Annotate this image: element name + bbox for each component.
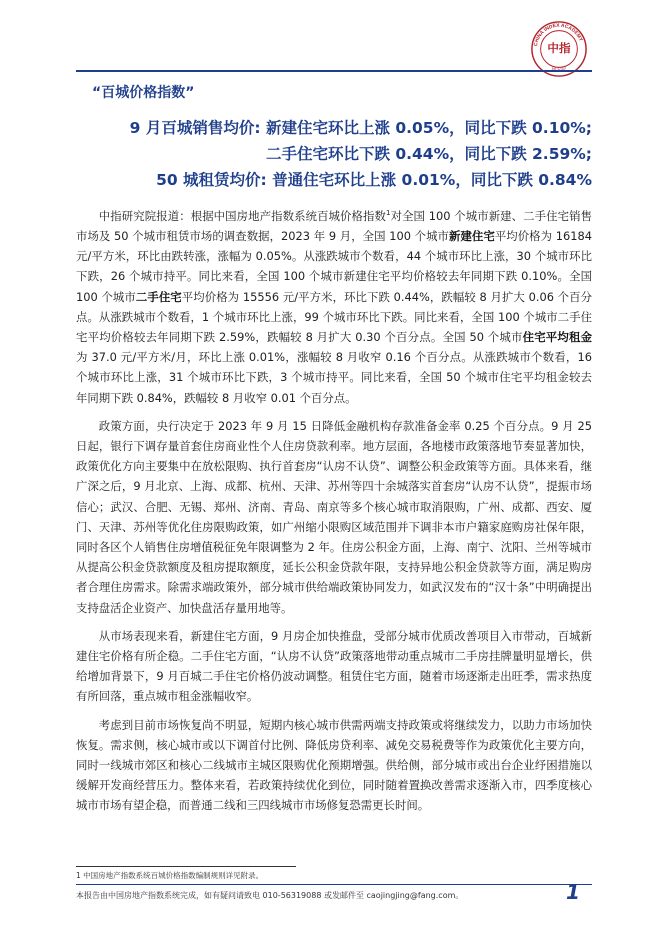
bold-term: 二手住宅 (135, 289, 182, 304)
footnote: 1 中国房地产指数系统百城价格指数编制规则详见附录。 (76, 871, 264, 880)
logo-center-text: 中指 (547, 40, 571, 55)
logo-ring-text: CHINA INDEX ACADEMY (532, 22, 584, 47)
text-segment: 中指研究院报道：根据中国房地产指数系统百城价格指数 (98, 208, 387, 223)
paragraph-market: 从市场表现来看，新建住宅方面，9 月房企加快推盘，受部分城市优质改善项目入市带动，百城新建住宅价格有所企稳。二手住宅方面，“认房不认贷”政策落地带动重点城市二手房挂牌量明显增长，供给增加背景下，9 月百城二手住宅价格仍波动调整。租赁住宅方面，随着市场逐渐走出旺季，需求热度有所回落，重点城市租金涨幅收窄。 (76, 628, 592, 704)
footer-rule (76, 884, 592, 885)
text-segment: 平均价格为 15556 元/平方米，环比下跌 0.44%，跌幅较 8 月扩大 0.06 个百分点。从涨跌城市个数看，1 个城市环比上涨，99 个城市环比下跌。同比来看，全国 100 个城市二手住宅平均价格较去年同期下跌 2.59%，跌幅较 8 月扩大 0.30 个百分点。全国 50 个城市 (76, 289, 592, 345)
text-segment: 为 37.0 元/平方米/月，环比上涨 0.01%，涨幅较 8 月收窄 0.16 个百分点。从涨跌城市个数看，16 个城市环比上涨，31 个城市环比下跌，3 个城市持平。同比来看，全国 50 个城市住宅平均租金较去年同期下跌 0.84%，跌幅较 8 月收窄 0.01 个百分点。 (76, 350, 592, 405)
text-segment: 平均价格为 16184 元/平方米，环比由跌转涨，涨幅为 0.05%。从涨跌城市个数看，44 个城市环比上涨，30 个城市环比下跌，26 个城市持平。同比来看，全国 100 个城市新建住宅平均价格较去年同期下跌 0.10%。全国 100 个城市 (76, 229, 592, 304)
section-title: “百城价格指数” (92, 85, 195, 101)
paragraph-outlook: 考虑到目前市场恢复尚不明显，短期内核心城市供需两端支持政策或将继续发力，以助力市场加快恢复。需求侧，核心城市或以下调首付比例、降低房贷利率、减免交易税费等作为政策优化主要方向，同时一线城市郊区和核心二线城市主城区限购优化预期增强。供给侧，部分城市或出台企业纾困措施以缓解开发商经营压力。整体来看，若政策持续优化到位，同时随着置换改善需求逐渐入市，四季度核心城市市场有望企稳，而普通二线和三四线城市市场修复恐需更长时间。 (76, 717, 592, 813)
article-body (76, 203, 592, 824)
paragraph-policy: 政策方面，央行决定于 2023 年 9 月 15 日降低金融机构存款准备金率 0.25 个百分点。9 月 25 日起，银行下调存量首套住房商业性个人住房贷款利率。地方层面，各地楼市政策落地节奏显著加快，政策优化方向主要集中在放松限购、执行首套房“认房不认贷”、调整公积金政策等方面。具体来看，继广深之后，9 月北京、上海、成都、杭州、天津、苏州等四十余城落实首套房“认房不认贷”，提振市场信心；武汉、合肥、无锡、郑州、济南、青岛、南京等多个核心城市取消限购，广州、成都、西安、厦门、天津、苏州等优化住房限购政策，如广州缩小限购区域范围并下调非本市户籍家庭购房社保年限，同时各区个人销售住房增值税征免年限调整为 2 年。住房公积金方面，上海、南宁、沈阳、兰州等城市从提高公积金贷款额度及租房提取额度，延长公积金贷款年限，支持异地公积金贷款等方面，满足购房者合理住房需求。除需求端政策外，部分城市供给端政策协同发力，如武汉发布的“汉十条”中明确提出支持盘活企业资产、加快盘活存量用地等。 (76, 418, 592, 615)
page-number: 1 (566, 880, 580, 904)
paragraph-summary (76, 203, 592, 408)
footnote-rule (76, 866, 296, 867)
header-rule (76, 70, 592, 72)
bold-term: 新建住宅 (449, 229, 495, 243)
text-segment: 对全国 100 个城市新建、二手住宅销售市场及 50 个城市租赁市场的调查数据，2023 年 9 月，全国 100 个城市 (76, 208, 592, 243)
footer-text: 本报告由中国房地产指数系统完成，如有疑问请致电 010-56319088 或发邮件至 caojingjing@fang.com。 (76, 891, 464, 900)
bold-term: 住宅平均租金 (522, 330, 592, 345)
footnote-ref: 1 (386, 209, 391, 217)
headline-sales-secondhand: 二手住宅环比下跌 0.44%，同比下跌 2.59%; (265, 145, 592, 163)
headline-rental: 50 城租赁均价: 普通住宅环比上涨 0.01%，同比下跌 0.84% (156, 171, 592, 189)
headline-sales-new: 9 月百城销售均价: 新建住宅环比上涨 0.05%，同比下跌 0.10%; (129, 119, 592, 137)
